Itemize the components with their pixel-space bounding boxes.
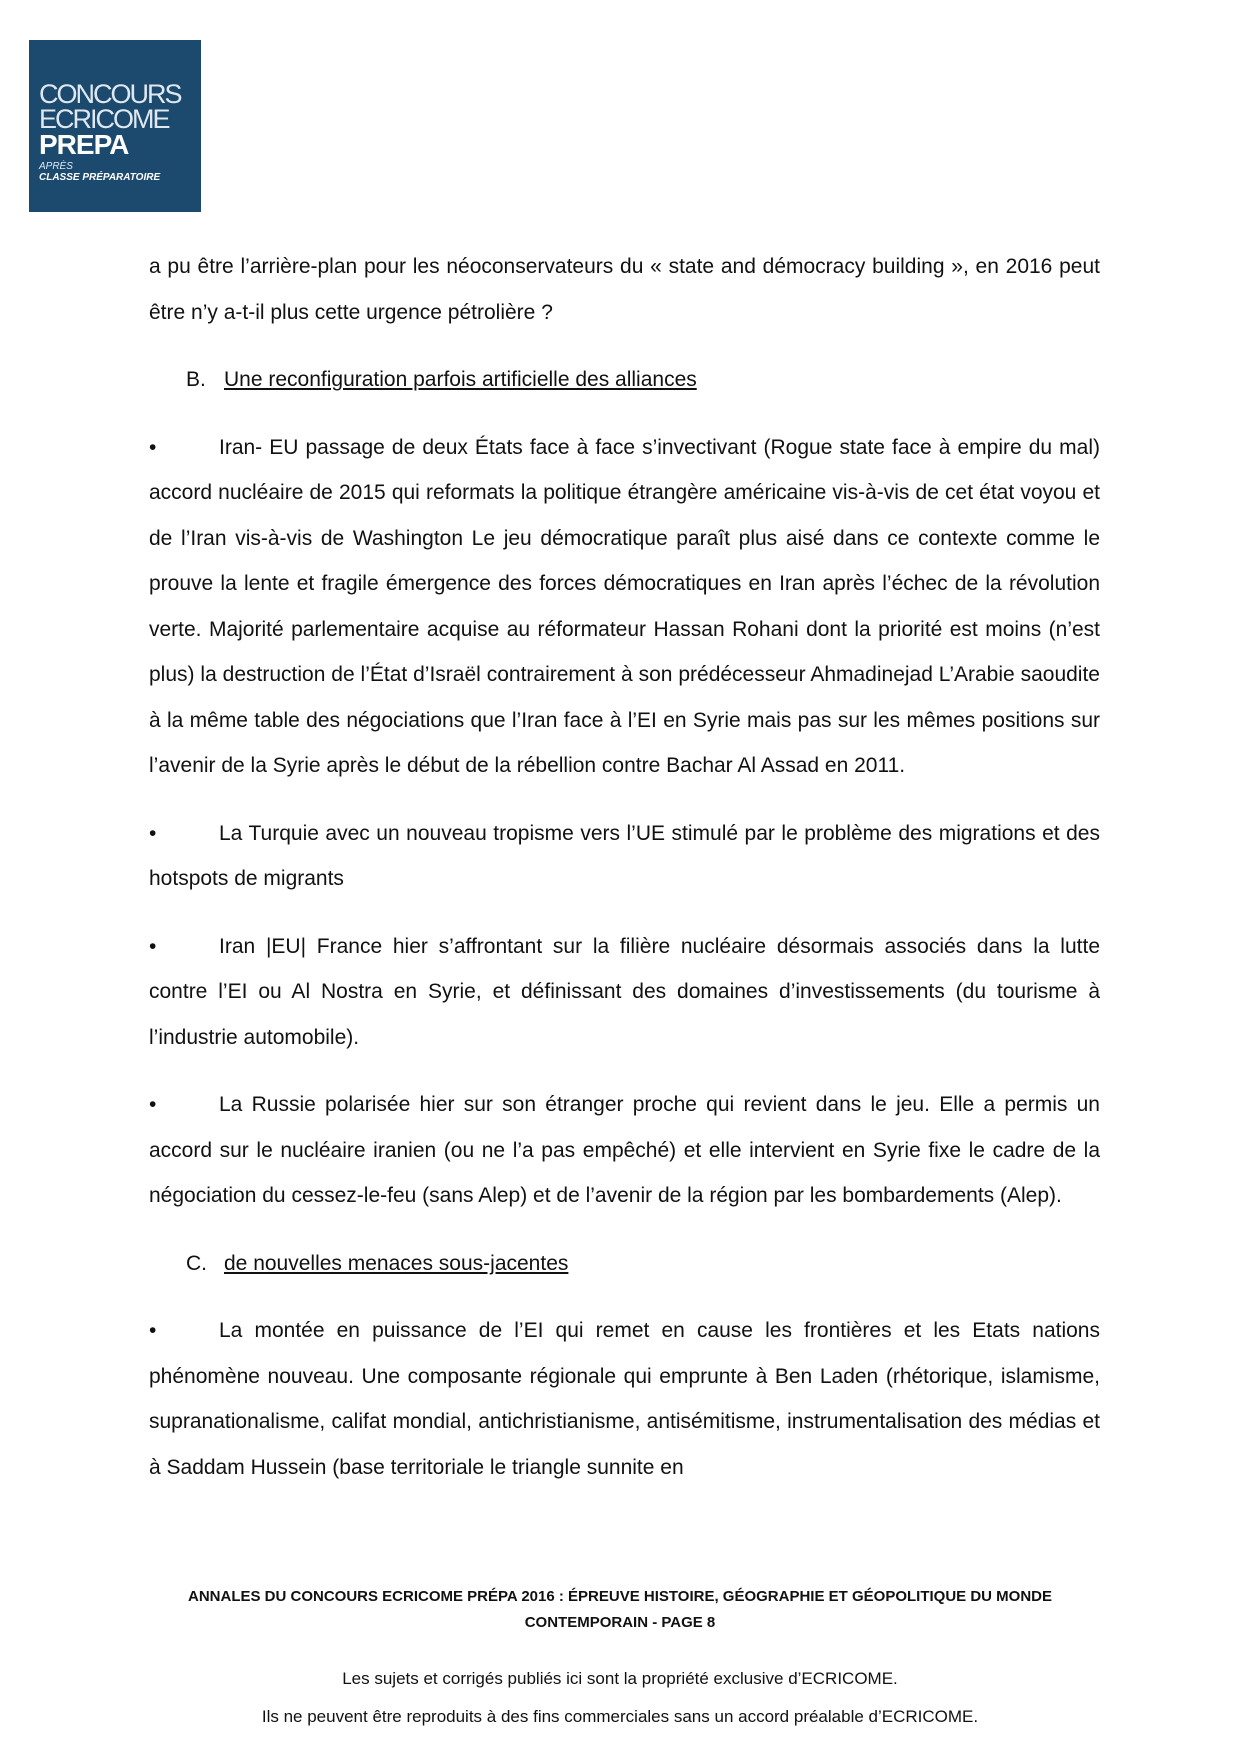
bullet-text: La Russie polarisée hier sur son étranger proche qui revient dans le jeu. Elle a permis un accord sur le nucléaire iranien (ou ne l’a pas empêché) et elle intervient en Syrie fixe le cadre de la négociation du cessez-le-feu (sans Alep) et de l’avenir de la région par les bombardements (Alep). xyxy=(149,1093,1100,1207)
bullet-paragraph-russie xyxy=(149,1082,1100,1219)
section-letter-c: C. xyxy=(186,1251,207,1275)
bullet-paragraph-iran-eu-france xyxy=(149,924,1100,1061)
logo-line-concours: CONCOURS xyxy=(39,79,181,109)
bullet-text: La Turquie avec un nouveau tropisme vers l’UE stimulé par le problème des migrations et des hotspots de migrants xyxy=(149,821,1100,890)
bullet-icon: • xyxy=(149,821,157,845)
footer-title-line1: ANNALES DU CONCOURS ECRICOME PRÉPA 2016 : ÉPREUVE HISTOIRE, GÉOGRAPHIE ET GÉOPOLITIQUE DU MONDE xyxy=(187,1588,1052,1605)
logo-line-classe: CLASSE PRÉPARATOIRE xyxy=(39,172,161,183)
footer-title xyxy=(100,1584,1140,1636)
footer-title-line2: CONTEMPORAIN - PAGE 8 xyxy=(524,1614,716,1631)
logo-line-prepa: PREPA xyxy=(39,129,129,160)
footer-copy-line2: Ils ne peuvent être reproduits à des fins commerciales sans un accord préalable d’ECRICOME. xyxy=(261,1707,979,1726)
document-body xyxy=(149,244,1100,1512)
ecricome-logo xyxy=(29,40,201,212)
bullet-icon: • xyxy=(149,1319,157,1342)
footer-copy-line1: Les sujets et corrigés publiés ici sont la propriété exclusive d’ECRICOME. xyxy=(342,1669,898,1688)
bullet-paragraph-turquie xyxy=(149,811,1100,902)
section-heading-c xyxy=(149,1241,1100,1287)
footer-copyright xyxy=(100,1660,1140,1736)
section-letter-b: B. xyxy=(186,368,206,391)
bullet-paragraph-ei xyxy=(149,1308,1100,1490)
bullet-text: Iran- EU passage de deux États face à face s’invectivant (Rogue state face à empire du mal) accord nucléaire de 2015 qui reformats la politique étrangère américaine vis-à-vis de cet état voyou et de l’Iran vis-à-vis de Washington Le jeu démocratique paraît plus aisé dans ce contexte comme le prouve la lente et fragile émergence des forces démocratiques en Iran après l’échec de la révolution verte. Majorité parlementaire acquise au réformateur Hassan Rohani dont la priorité est moins (n’est plus) la destruction de l’État d’Israël contrairement à son prédécesseur Ahmadinejad L’Arabie saoudite à la même table des négociations que l’Iran face à l’EI en Syrie mais pas sur les mêmes positions sur l’avenir de la Syrie après le début de la rébellion contre Bachar Al Assad en 2011. xyxy=(149,435,1100,777)
section-title-b: Une reconfiguration parfois artificielle des alliances xyxy=(224,368,697,391)
logo-line-ecricome: ECRICOME xyxy=(39,104,169,134)
bullet-text: La montée en puissance de l’EI qui remet en cause les frontières et les Etats nations phénomène nouveau. Une composante régionale qui emprunte à Ben Laden (rhétorique, islamisme, supranationalisme, califat mondial, antichristianisme, antisémitisme, instrumentalisation des médias et à Saddam Hussein (base territoriale le triangle sunnite en xyxy=(149,1319,1100,1479)
section-title-c: de nouvelles menaces sous-jacentes xyxy=(224,1251,569,1275)
bullet-text: Iran |EU| France hier s’affrontant sur la filière nucléaire désormais associés dans la lutte contre l’EI ou Al Nostra en Syrie, et définissant des domaines d’investissements (du tourisme à l’industrie automobile). xyxy=(149,934,1100,1049)
logo-line-apres: APRÈS xyxy=(39,161,73,172)
paragraph-intro: a pu être l’arrière-plan pour les néoconservateurs du « state and démocracy building », en 2016 peut être n’y a-t-il plus cette urgence pétrolière ? xyxy=(149,255,1100,324)
bullet-paragraph-iran-eu xyxy=(149,425,1100,789)
section-heading-b xyxy=(149,357,1100,403)
bullet-icon: • xyxy=(149,1093,157,1116)
bullet-icon: • xyxy=(149,435,157,459)
bullet-icon: • xyxy=(149,934,157,958)
